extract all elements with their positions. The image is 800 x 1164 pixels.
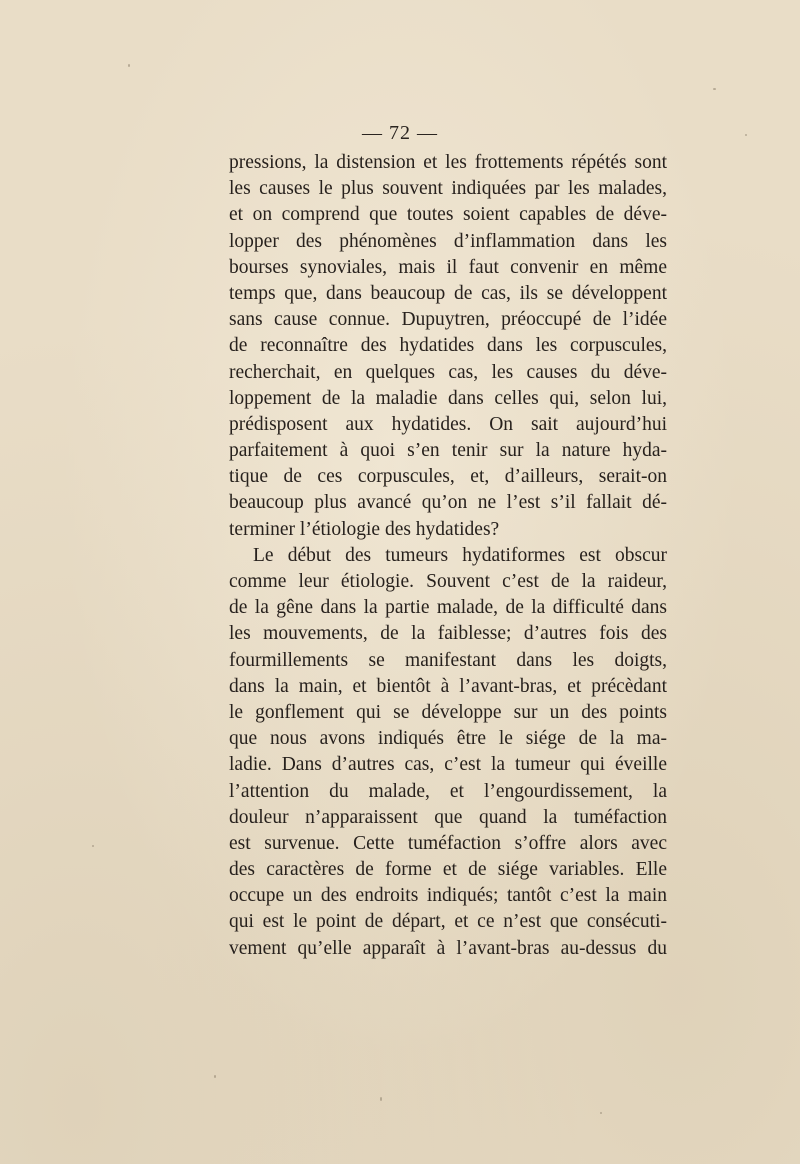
text-line: des caractères de forme et de siége variables. Elle [229, 859, 667, 881]
paper-speck [745, 134, 747, 136]
paragraph-start-line: Le début des tumeurs hydatiformes est obscur [253, 544, 667, 566]
text-line: occupe un des endroits indiqués; tantôt c’est la main [229, 885, 667, 907]
text-line: vement qu’elle apparaît à l’avant-bras au-dessus du [229, 937, 667, 959]
paper-speck [92, 845, 94, 847]
text-line: terminer l’étiologie des hydatides? [229, 518, 500, 540]
text-line: comme leur étiologie. Souvent c’est de la raideur, [229, 571, 667, 592]
text-line: bourses synoviales, mais il faut convenir en même [229, 256, 667, 278]
paper-speck [600, 1112, 602, 1114]
text-line: tique de ces corpuscules, et, d’ailleurs, serait-on [229, 466, 667, 488]
text-line: beaucoup plus avancé qu’on ne l’est s’il fallait dé- [229, 492, 667, 514]
text-line: temps que, dans beaucoup de cas, ils se développent [229, 282, 667, 304]
text-line: le gonflement qui se développe sur un des points [229, 701, 667, 723]
text-line: les mouvements, de la faiblesse; d’autres fois des [229, 623, 667, 645]
text-line: loppement de la maladie dans celles qui, selon lui, [229, 387, 667, 409]
text-line: de reconnaître des hydatides dans les corpuscules, [229, 335, 667, 357]
page-number: — 72 — [362, 122, 438, 144]
text-line: lopper des phénomènes d’inflammation dans les [229, 230, 667, 252]
text-line: douleur n’apparaissent que quand la tuméfaction [229, 806, 667, 828]
text-line: fourmillements se manifestant dans les doigts, [229, 649, 667, 671]
paper-speck [713, 88, 716, 90]
text-line: recherchait, en quelques cas, les causes du déve- [229, 361, 667, 383]
text-line: ladie. Dans d’autres cas, c’est la tumeur qui éveille [229, 754, 667, 776]
paper-speck [128, 64, 130, 67]
paper-speck [380, 1097, 382, 1101]
text-line: de la gêne dans la partie malade, de la difficulté dans [229, 597, 667, 619]
text-line: que nous avons indiqués être le siége de la ma- [229, 728, 667, 750]
body-text [229, 150, 667, 962]
text-line: qui est le point de départ, et ce n’est que consécuti- [229, 911, 667, 933]
text-line: dans la main, et bientôt à l’avant-bras, et précèdant [229, 675, 667, 697]
paper-speck [214, 1075, 216, 1078]
text-line: et on comprend que toutes soient capables de déve- [229, 204, 667, 226]
text-line: l’attention du malade, et l’engourdissement, la [229, 780, 667, 802]
text-line: parfaitement à quoi s’en tenir sur la nature hyda- [229, 440, 667, 462]
text-line: prédisposent aux hydatides. On sait aujourd’hui [229, 413, 667, 435]
text-line: les causes le plus souvent indiquées par les malades, [229, 178, 667, 200]
text-line: sans cause connue. Dupuytren, préoccupé de l’idée [229, 309, 667, 331]
text-line: pressions, la distension et les frottements répétés sont [229, 152, 667, 173]
text-line: est survenue. Cette tuméfaction s’offre alors avec [229, 832, 667, 854]
